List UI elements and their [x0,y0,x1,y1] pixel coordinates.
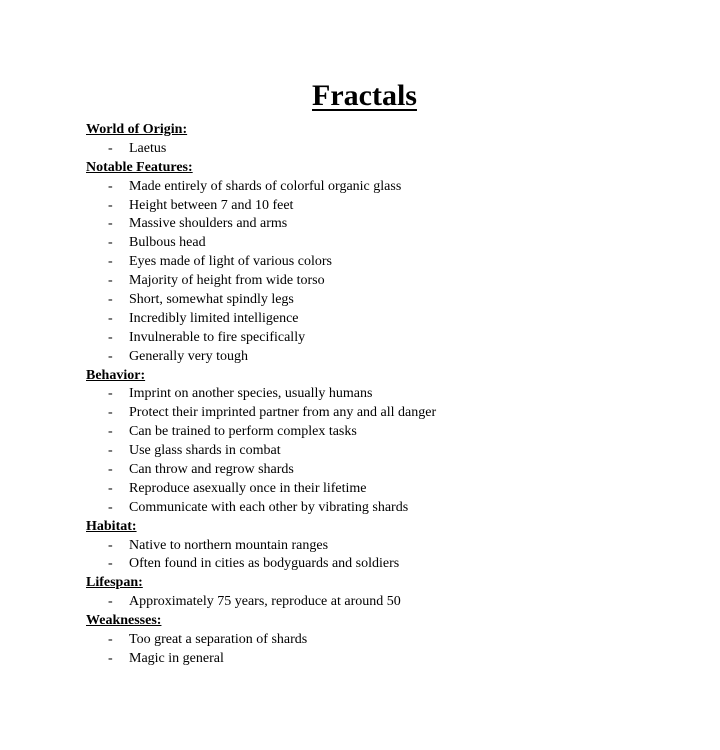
list-item-text: Magic in general [129,650,224,666]
list-item [86,650,710,669]
list-item-text: Often found in cities as bodyguards and soldiers [129,556,400,572]
list-item-text: Imprint on another species, usually humans [129,386,373,402]
bullet-dash: - [108,292,113,308]
list-item [86,442,710,461]
bullet-dash: - [108,348,113,364]
list-item [86,537,710,556]
bullet-dash: - [108,235,113,251]
bullet-dash: - [108,405,113,421]
list-item [86,140,710,159]
bullet-dash: - [108,499,113,515]
list-item-text: Eyes made of light of various colors [129,254,332,270]
section-heading: World of Origin: [86,122,188,137]
list-item [86,310,710,329]
list-item [86,480,710,499]
list-item [86,631,710,650]
bullet-dash: - [108,462,113,478]
list-item [86,215,710,234]
bullet-dash: - [108,329,113,345]
list-item-text: Majority of height from wide torso [129,273,325,289]
list-item-text: Protect their imprinted partner from any and all danger [129,405,437,421]
bullet-dash: - [108,632,113,648]
list-item-text: Invulnerable to fire specifically [129,329,306,345]
list-item [86,197,710,216]
section-heading: Weaknesses: [86,613,162,629]
bullet-dash: - [108,480,113,496]
bullet-dash: - [108,140,113,156]
section-heading: Lifespan: [86,575,143,591]
list-item-text: Can throw and regrow shards [129,462,294,478]
list-item [86,178,710,197]
bullet-list [86,385,710,517]
bullet-list [86,140,710,159]
list-item [86,348,710,367]
bullet-list [86,178,710,367]
bullet-dash: - [108,594,113,610]
bullet-dash: - [108,178,113,194]
list-item-text: Generally very tough [129,348,248,364]
bullet-list [86,631,710,669]
list-item-text: Height between 7 and 10 feet [129,197,294,213]
list-item [86,423,710,442]
list-item-text: Approximately 75 years, reproduce at around 50 [129,594,401,610]
list-item-text: Massive shoulders and arms [129,216,288,232]
list-item-text: Laetus [129,140,167,156]
list-item [86,329,710,348]
bullet-list [86,537,710,575]
list-item-text: Made entirely of shards of colorful organic glass [129,178,402,194]
list-item [86,272,710,291]
list-item-text: Communicate with each other by vibrating shards [129,499,409,515]
list-item [86,555,710,574]
list-item [86,253,710,272]
list-item [86,461,710,480]
bullet-dash: - [108,650,113,666]
page-title: Fractals [312,79,417,112]
list-item [86,385,710,404]
bullet-dash: - [108,197,113,213]
bullet-dash: - [108,216,113,232]
list-item [86,234,710,253]
list-item-text: Native to northern mountain ranges [129,537,329,553]
list-item-text: Too great a separation of shards [129,632,308,648]
bullet-dash: - [108,443,113,459]
section-heading: Notable Features: [86,159,193,175]
list-item-text: Bulbous head [129,235,206,251]
list-item-text: Short, somewhat spindly legs [129,292,294,308]
list-item [86,593,710,612]
list-item-text: Use glass shards in combat [129,443,281,459]
bullet-dash: - [108,386,113,402]
bullet-dash: - [108,537,113,553]
list-item [86,404,710,423]
section-heading: Behavior: [86,367,146,383]
list-item-text: Reproduce asexually once in their lifetime [129,480,367,496]
list-item [86,499,710,518]
list-item-text: Can be trained to perform complex tasks [129,424,357,440]
bullet-list [86,593,710,612]
bullet-dash: - [108,273,113,289]
bullet-dash: - [108,254,113,270]
list-item [86,291,710,310]
bullet-dash: - [108,310,113,326]
list-item-text: Incredibly limited intelligence [129,310,299,326]
section-heading: Habitat: [86,518,137,534]
bullet-dash: - [108,424,113,440]
document-body [86,121,710,669]
bullet-dash: - [108,556,113,572]
